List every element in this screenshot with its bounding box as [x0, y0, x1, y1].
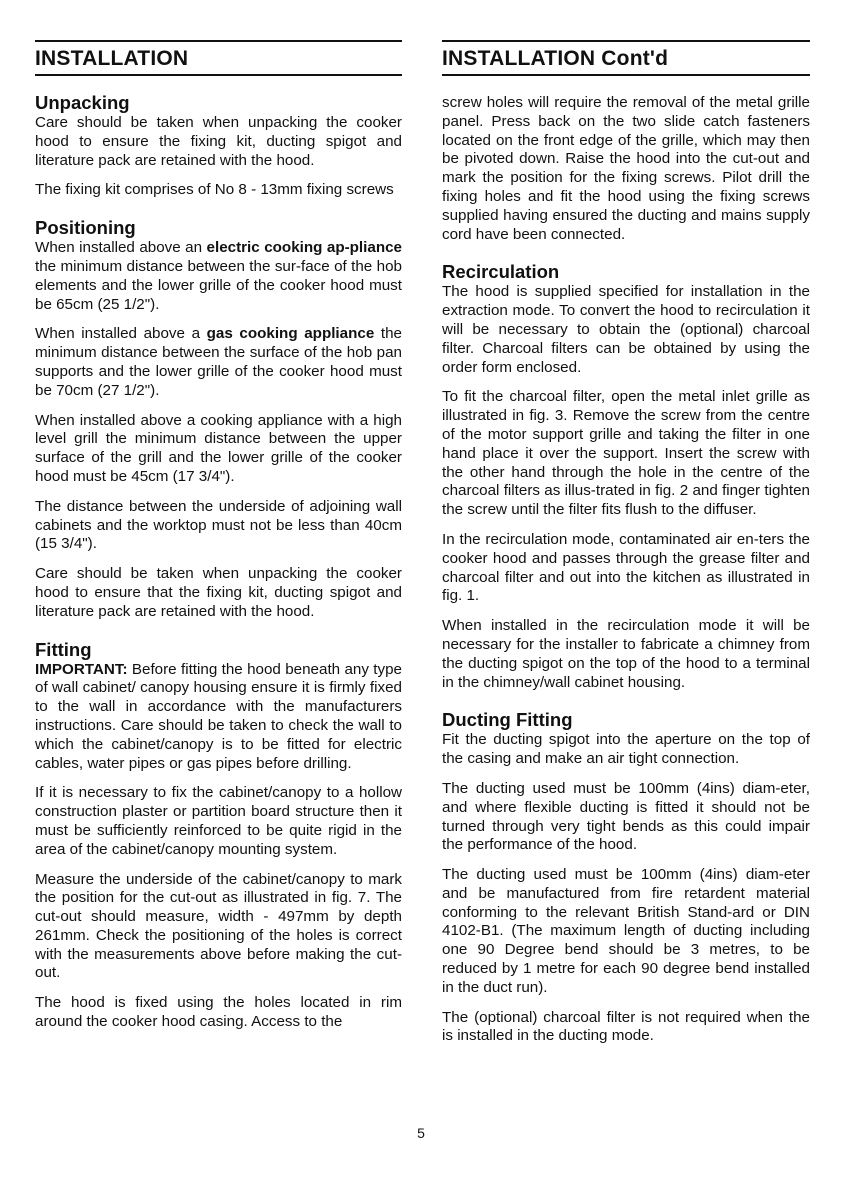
paragraph-recirculation-3: In the recirculation mode, contaminated air en-ters the cooker hood and passes through the grease filter and charcoal filter and out into the kitchen as illustrated in fig. 1.: [442, 530, 810, 605]
section-header-installation-contd: INSTALLATION Cont'd: [442, 40, 810, 76]
page-number: 5: [417, 1125, 425, 1141]
left-column: [35, 40, 402, 1032]
paragraph-ducting-1: Fit the ducting spigot into the aperture on the top of the casing and make an air tight connection.: [442, 731, 810, 768]
emphasis-gas-appliance: gas cooking appliance: [206, 325, 375, 343]
heading-unpacking: Unpacking: [35, 92, 130, 113]
paragraph-recirculation-1: The hood is supplied specified for installation in the extraction mode. To convert the hood to recirculation it will be necessary to obtain the (optional) charcoal filter. Charcoal filters can be obtained by using the order form enclosed.: [442, 283, 810, 376]
heading-recirculation: Recirculation: [442, 261, 560, 283]
emphasis-electric-appliance: electric cooking ap-pliance: [206, 239, 402, 257]
paragraph-positioning-4: The distance between the underside of adjoining wall cabinets and the worktop must not be less than 40cm (15 3/4").: [35, 497, 402, 553]
paragraph-fitting-2: If it is necessary to fix the cabinet/canopy to a hollow construction plaster or partition board structure then it must be sufficiently reinforced to be quite rigid in the area of the cabinet/canopy mounting system.: [35, 784, 402, 858]
paragraph-ducting-4: The (optional) charcoal filter is not required when the is installed in the ducting mode.: [442, 1008, 810, 1045]
paragraph-recirculation-4: When installed in the recirculation mode it will be necessary for the installer to fabricate a chimney from the ducting spigot on the top of the hood to a terminal in the chimney/wall cabinet housing.: [442, 617, 810, 691]
paragraph-fitting-4: The hood is fixed using the holes located in rim around the cooker hood casing. Access to the: [35, 994, 402, 1031]
paragraph-fitting-1: IMPORTANT: Before fitting the hood beneath any type of wall cabinet/ canopy housing ensure it is firmly fixed to the wall in accordance with the manufacturers instructions. Care should be taken to check the wall to which the cabinet/canopy is to be fitted for electric cables, water pipes or gas pipes before drilling.: [35, 660, 402, 772]
heading-ducting-fitting: Ducting Fitting: [442, 709, 573, 731]
right-column: [442, 40, 810, 1046]
section-header-installation: INSTALLATION: [35, 40, 402, 76]
heading-fitting: Fitting: [35, 638, 92, 660]
paragraph-unpacking-2: The fixing kit comprises of No 8 - 13mm fixing screws: [35, 181, 394, 199]
paragraph-ducting-3: The ducting used must be 100mm (4ins) diam-eter and be manufactured from fire retardent material conforming to the relevant British Stand-ard or DIN 4102-B1. (The maximum length of ducting including one 90 Degree bend should be 3 metres, to be reduced by 1 metre for each 90 degree bend installed in the duct run).: [442, 866, 810, 996]
paragraph-positioning-5: Care should be taken when unpacking the cooker hood to ensure that the fixing kit, ducting spigot and literature pack are retained with the hood.: [35, 565, 402, 620]
paragraph-unpacking-1: Care should be taken when unpacking the cooker hood to ensure the fixing kit, ducting spigot and literature pack are retained with the hood.: [35, 114, 402, 169]
paragraph-recirculation-2: To fit the charcoal filter, open the metal inlet grille as illustrated in fig. 3. Remove the screw from the centre of the motor support grille and taking the filter in one hand place it over the support. Insert the screw with the other hand through the hole in the centre of the charcoal filters as illus-trated in fig. 2 and finger tighten the screw until the filter fits flush to the diffuser.: [442, 388, 810, 519]
paragraph-continued: screw holes will require the removal of the metal grille panel. Press back on the two slide catch fasteners located on the front edge of the grille, which may then be pivoted down. Raise the hood into the cut-out and mark the position for the fixing screws. Pilot drill the fixing holes and fit the hood using the fixing screws supplied having ensured the ducting and mains supply cord have been connected.: [442, 94, 810, 243]
paragraph-positioning-1: When installed above an electric cooking ap-pliance the minimum distance between the sur-face of the hob elements and the lower grille of the cooker hood must be 65cm (25 1/2").: [35, 239, 402, 313]
paragraph-positioning-2: When installed above a gas cooking appliance the minimum distance between the surface of the hob pan supports and the lower grille of the cooker hood must be 70cm (27 1/2").: [35, 325, 402, 399]
emphasis-important: IMPORTANT:: [35, 660, 128, 678]
heading-positioning: Positioning: [35, 217, 136, 239]
paragraph-ducting-2: The ducting used must be 100mm (4ins) diam-eter, and where flexible ducting is fitted it should not be turned through very tight bends as this could impair the performance of the hood.: [442, 779, 810, 854]
paragraph-positioning-3: When installed above a cooking appliance with a high level grill the minimum distance between the upper surface of the grill and the lower grille of the cooker hood must be 45cm (17 3/4").: [35, 411, 402, 485]
paragraph-fitting-3: Measure the underside of the cabinet/canopy to mark the position for the cut-out as illustrated in fig. 7. The cut-out should measure, width - 497mm by depth 261mm. Check the positioning of the holes is correct with the measurements above before making the cut-out.: [35, 870, 402, 982]
